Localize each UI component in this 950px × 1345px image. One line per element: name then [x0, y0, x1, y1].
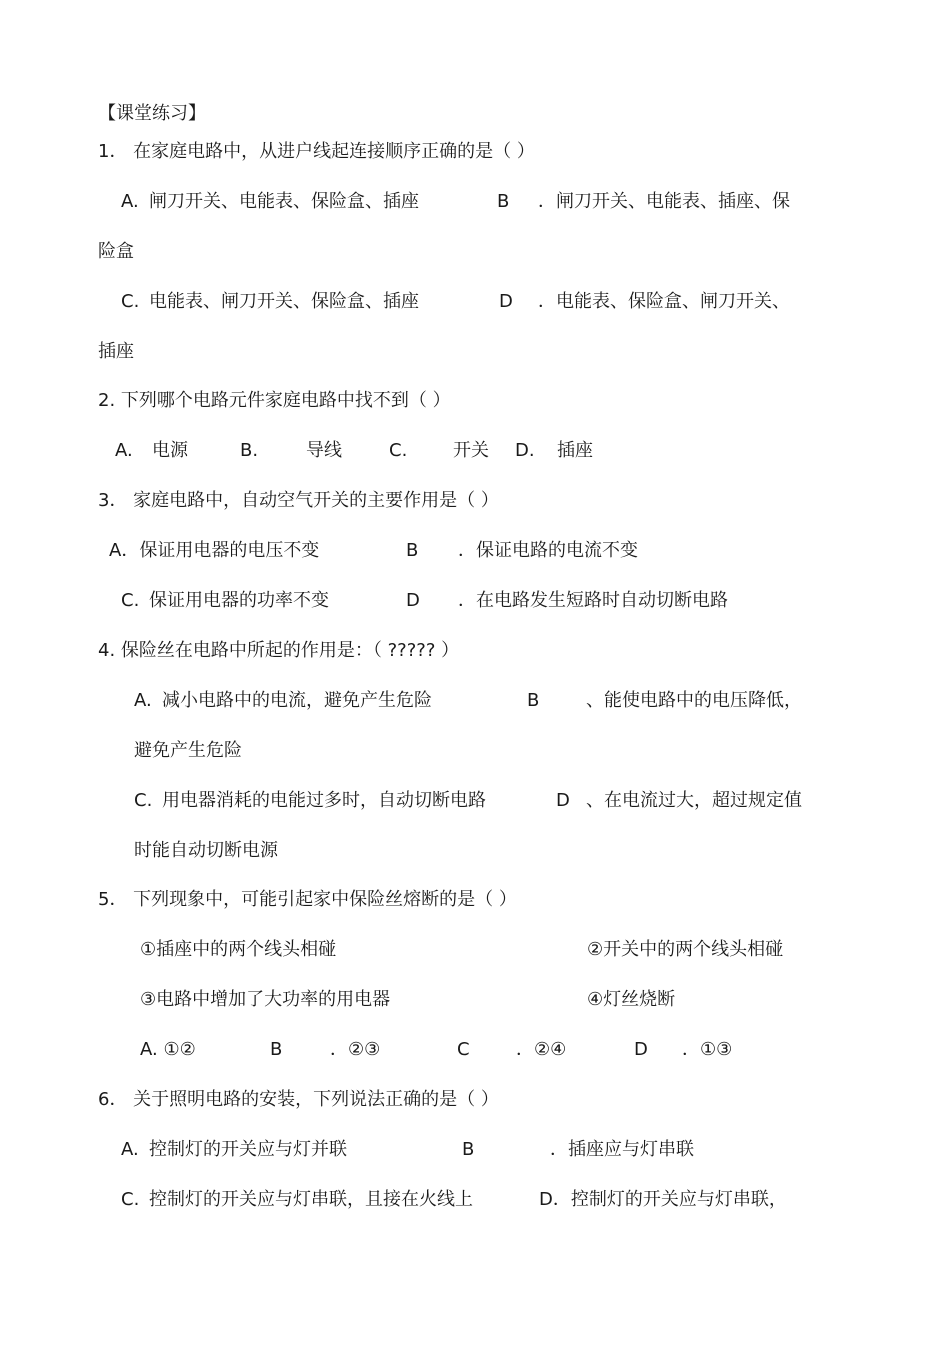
q3-stem: 3． 家庭电路中，自动空气开关的主要作用是（ ）	[98, 490, 499, 511]
q5-item-4: ④灯丝烧断	[587, 989, 676, 1010]
q5-item-2: ②开关中的两个线头相碰	[587, 939, 784, 960]
q2-option-a-letter: A.	[115, 440, 133, 461]
q1-option-b-continuation: 险盒	[98, 241, 134, 262]
q5-stem: 5． 下列现象中，可能引起家中保险丝熔断的是（ ）	[98, 889, 517, 910]
q5-item-3: ③电路中增加了大功率的用电器	[140, 989, 391, 1010]
q4-option-b-continuation: 避免产生危险	[134, 740, 242, 761]
q2-option-b-text: 导线	[306, 440, 342, 461]
q3-option-c-letter: C.	[121, 590, 140, 611]
q6-option-d: D．控制灯的开关应与灯串联，	[539, 1189, 787, 1210]
q2-option-d-text: 插座	[557, 440, 593, 461]
q1-stem: 1． 在家庭电路中，从进户线起连接顺序正确的是（ ）	[98, 141, 535, 162]
q5-option-d-text: ．①③	[682, 1039, 733, 1060]
q3-option-d-text: ．在电路发生短路时自动切断电路	[458, 590, 728, 611]
q4-option-a-letter: A.	[134, 690, 152, 711]
q5-option-c-letter: C	[457, 1039, 470, 1060]
q4-option-b-letter: B	[527, 690, 540, 711]
q3-option-b-letter: B	[406, 540, 419, 561]
q2-option-a-text: 电源	[152, 440, 188, 461]
q5-option-b-text: ．②③	[330, 1039, 381, 1060]
q6-option-a-text: 控制灯的开关应与灯并联	[149, 1139, 347, 1160]
q4-option-c-text: 用电器消耗的电能过多时，自动切断电路	[162, 790, 486, 811]
q6-option-b-text: ．插座应与灯串联	[550, 1139, 694, 1160]
q6-option-c-text: 控制灯的开关应与灯串联，且接在火线上	[149, 1189, 473, 1210]
q6-option-c-letter: C.	[121, 1189, 140, 1210]
q1-option-d-letter: D	[499, 291, 513, 312]
q5-option-c-text: ．②④	[516, 1039, 567, 1060]
q3-option-d-letter: D	[406, 590, 420, 611]
q6-option-b-letter: B	[462, 1139, 475, 1160]
q6-stem: 6． 关于照明电路的安装，下列说法正确的是（ ）	[98, 1089, 499, 1110]
q2-option-b-letter: B.	[240, 440, 259, 461]
q1-option-a-text: 闸刀开关、电能表、保险盒、插座	[149, 191, 419, 212]
q1-option-c-text: 电能表、闸刀开关、保险盒、插座	[149, 291, 419, 312]
q1-option-d-continuation: 插座	[98, 341, 134, 362]
q1-option-a-letter: A.	[121, 191, 139, 212]
q1-option-c-letter: C.	[121, 291, 140, 312]
q2-stem: 2. 下列哪个电路元件家庭电路中找不到（ ）	[98, 390, 451, 411]
section-title: 【课堂练习】	[98, 103, 206, 124]
q2-option-c-text: 开关	[453, 440, 489, 461]
q4-option-d-letter: D	[556, 790, 570, 811]
q1-option-d-text: ．电能表、保险盒、闸刀开关、	[538, 291, 790, 312]
q4-option-d-continuation: 时能自动切断电源	[134, 840, 278, 861]
q4-stem: 4. 保险丝在电路中所起的作用是：（ ????? ）	[98, 640, 460, 661]
q2-option-c-letter: C.	[389, 440, 408, 461]
q3-option-b-text: ．保证电路的电流不变	[458, 540, 638, 561]
q3-option-c-text: 保证用电器的功率不变	[149, 590, 329, 611]
q4-option-a-text: 减小电路中的电流，避免产生危险	[162, 690, 432, 711]
q3-option-a: A．保证用电器的电压不变	[109, 540, 320, 561]
q6-option-a-letter: A.	[121, 1139, 139, 1160]
q5-option-d-letter: D	[634, 1039, 648, 1060]
q5-option-a: A. ①②	[140, 1039, 196, 1060]
q1-option-b-letter: B	[497, 191, 510, 212]
q5-item-1: ①插座中的两个线头相碰	[140, 939, 337, 960]
q4-option-d-text: 、在电流过大，超过规定值	[586, 790, 802, 811]
q5-option-b-letter: B	[270, 1039, 283, 1060]
q4-option-b-text: 、能使电路中的电压降低，	[586, 690, 802, 711]
q4-option-c-letter: C.	[134, 790, 153, 811]
q1-option-b-text: ．闸刀开关、电能表、插座、保	[538, 191, 790, 212]
q2-option-d-letter: D.	[515, 440, 535, 461]
